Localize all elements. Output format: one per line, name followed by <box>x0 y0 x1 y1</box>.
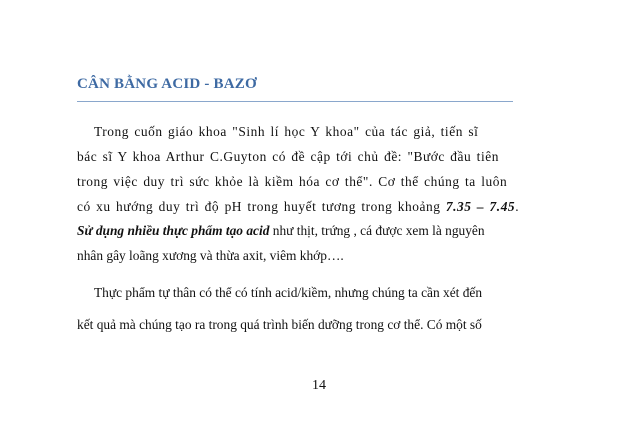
paragraph-1-line-4-end: . <box>515 199 520 214</box>
paragraph-1-line-3: trong việc duy trì sức khỏe là kiềm hóa cơ thể". Cơ thể chúng ta luôn <box>77 174 508 189</box>
paragraph-2-line-1: Thực phẩm tự thân có thể có tính acid/kiềm, nhưng chúng ta cần xét đến <box>94 285 483 300</box>
paragraph-2-line-2: kết quả mà chúng tạo ra trong quá trình biến dưỡng trong cơ thể. Có một số <box>77 317 482 332</box>
paragraph-1-line-1: Trong cuốn giáo khoa "Sinh lí học Y khoa" của tác giả, tiến sĩ <box>94 124 479 139</box>
emphasis-acid-foods: Sử dụng nhiều thực phẩm tạo acid <box>77 223 270 238</box>
paragraph-1-line-5-rest: như thịt, trứng , cá được xem là nguyên <box>269 223 485 238</box>
paragraph-1-line-4 <box>77 199 519 215</box>
paragraph-1-line-6: nhân gây loãng xương và thừa axit, viêm khớp…. <box>77 248 344 263</box>
ph-range: 7.35 – 7.45 <box>445 199 516 214</box>
paragraph-1-line-5 <box>77 223 485 239</box>
heading-underline <box>77 101 513 102</box>
paragraph-1-line-2: bác sĩ Y khoa Arthur C.Guyton có đề cập tới chủ đề: "Bước đầu tiên <box>77 149 499 164</box>
page-number: 14 <box>312 378 326 393</box>
section-heading: CÂN BẰNG ACID - BAZƠ <box>77 76 257 92</box>
paragraph-1-line-4-text: có xu hướng duy trì độ pH trong huyết tương trong khoảng <box>77 199 446 214</box>
